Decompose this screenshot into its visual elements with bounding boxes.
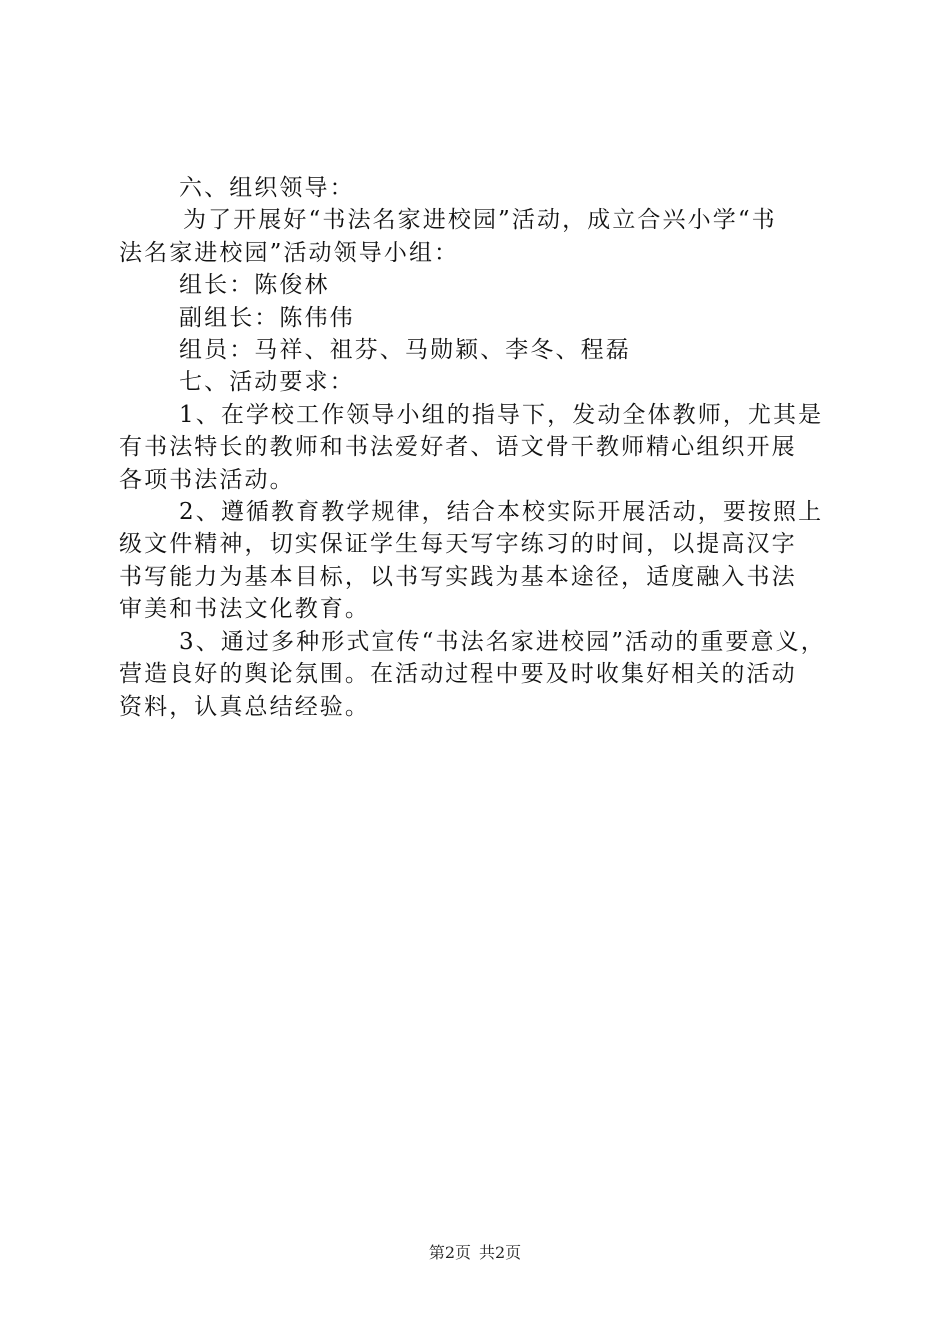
paragraph-line: 1、在学校工作领导小组的指导下，发动全体教师，尤其是 [179, 401, 824, 428]
paragraph-line: 书写能力为基本目标，以书写实践为基本途径，适度融入书法 [119, 563, 797, 590]
paragraph-line: 法名家进校园”活动领导小组： [119, 239, 460, 266]
paragraph-line: 有书法特长的教师和书法爱好者、语文骨干教师精心组织开展 [119, 434, 797, 461]
paragraph-line: 各项书法活动。 [119, 466, 295, 493]
paragraph-line: 3、通过多种形式宣传“书法名家进校园”活动的重要意义， [179, 628, 826, 655]
paragraph-line: 资料，认真总结经验。 [119, 693, 370, 720]
team-leader-line: 组长：陈俊林 [179, 272, 330, 299]
heading-organization: 六、组织领导： [179, 175, 355, 201]
paragraph-line: 级文件精神，切实保证学生每天写字练习的时间，以提高汉字 [119, 531, 797, 558]
paragraph-line: 营造良好的舆论氛围。在活动过程中要及时收集好相关的活动 [119, 661, 797, 688]
heading-requirements: 七、活动要求： [179, 369, 355, 396]
page-number: 第2页 [428, 1243, 471, 1262]
page-total: 共2页 [479, 1243, 522, 1262]
team-members-line: 组员：马祥、祖芬、马勋颖、李冬、程磊 [179, 337, 631, 364]
paragraph-line: 2、遵循教育教学规律，结合本校实际开展活动，要按照上 [179, 499, 824, 526]
paragraph-line: 审美和书法文化教育。 [119, 596, 370, 623]
deputy-leader-line: 副组长：陈伟伟 [179, 304, 355, 331]
paragraph-line: 为了开展好“书法名家进校园”活动，成立合兴小学“书 [183, 207, 777, 234]
page-footer [0, 1242, 950, 1264]
document-body [119, 172, 835, 723]
